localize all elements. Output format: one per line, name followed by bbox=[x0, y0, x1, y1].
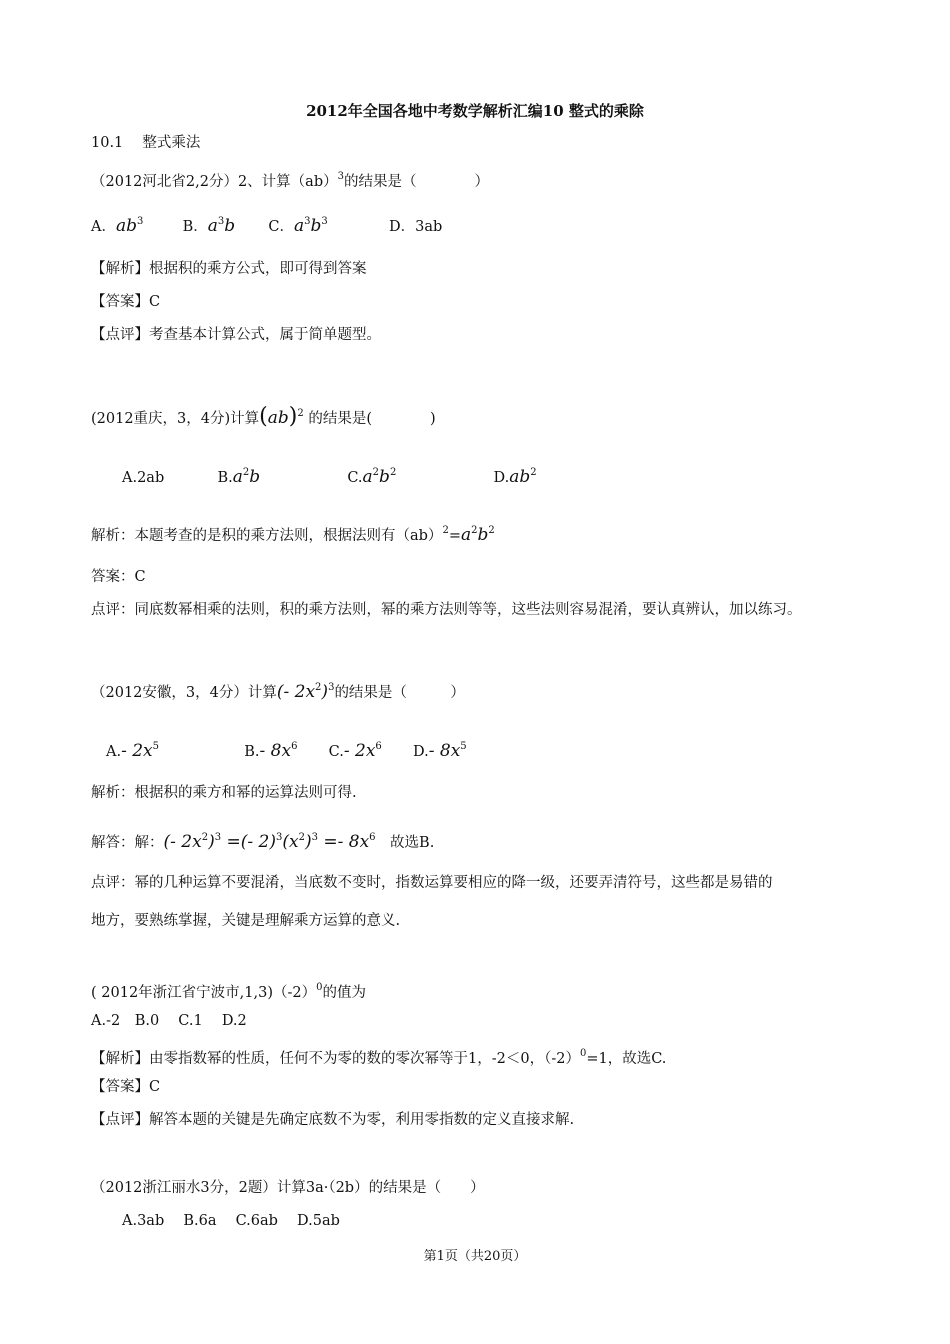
q3-option-b: B.- $8x^6$ bbox=[244, 741, 298, 761]
q3-stem: （2012安徽，3，4分）计算(- $2x^2)^3$的结果是（ ） bbox=[91, 682, 465, 702]
section-heading: 10.1 整式乘法 bbox=[91, 135, 201, 151]
page-footer: 第1页（共20页） bbox=[423, 1249, 527, 1264]
q3-analysis: 解析：根据积的乘方和幂的运算法则可得. bbox=[91, 785, 357, 801]
q3-comment-line1: 点评：幂的几种运算不要混淆，当底数不变时，指数运算要相应的降一级，还要弄清符号，这些都是易错的 bbox=[91, 875, 773, 891]
q1-stem: （2012河北省2,2分）2、计算（ab）$^3$的结果是（ ） bbox=[91, 171, 489, 190]
q3-option-a: A.- $2x^5$ bbox=[106, 741, 160, 761]
q2-option-d: $D.ab^2$ bbox=[493, 467, 537, 487]
q2-answer: 答案：C bbox=[91, 569, 146, 585]
q1-option-c: C．$a^3b^3$ bbox=[268, 216, 328, 236]
q2-comment: 点评：同底数幂相乘的法则，积的乘方法则，幂的乘方法则等等，这些法则容易混淆，要认真辨认，加以练习。 bbox=[91, 602, 802, 618]
q2-analysis: 解析：本题考查的是积的乘方法则，根据法则有$(ab)^2=a^2b^2$ bbox=[91, 525, 495, 545]
document-title: 2012年全国各地中考数学解析汇编10 整式的乘除 bbox=[306, 102, 644, 120]
q3-comment-line2: 地方，要熟练掌握，关键是理解乘方运算的意义. bbox=[91, 913, 401, 929]
q3-option-d: D.- $8x^5$ bbox=[413, 741, 467, 761]
q5-stem: （2012浙江丽水3分，2题）计算3a·（2b）的结果是（ ） bbox=[91, 1180, 485, 1196]
q4-comment: 【点评】解答本题的关键是先确定底数不为零，利用零指数的定义直接求解. bbox=[91, 1112, 575, 1128]
q3-option-c: C.- $2x^6$ bbox=[328, 741, 382, 761]
q2-option-a: A.2ab bbox=[122, 470, 165, 486]
q4-stem: ( 2012年浙江省宁波市$,1,3)(-2)^0$的值为 bbox=[91, 982, 366, 1001]
q2-option-c: $C.a^2b^2$ bbox=[347, 467, 397, 487]
q1-comment: 【点评】考查基本计算公式，属于简单题型。 bbox=[91, 327, 381, 343]
q5-options: A.3ab B.6a C.6ab D.5ab bbox=[122, 1213, 340, 1229]
q4-answer: 【答案】C bbox=[91, 1079, 161, 1095]
q1-option-d: D．3ab bbox=[389, 219, 443, 235]
q4-analysis: 【解析】由零指数幂的性质，任何不为零的数的零次幂等于1，-2＜0，$(-2)^0=1$，故选C. bbox=[91, 1048, 667, 1067]
q1-answer: 【答案】C bbox=[91, 294, 161, 310]
q1-option-b: B．$a^3b$ bbox=[182, 216, 236, 236]
q2-option-b: $B.a^2b$ bbox=[217, 467, 261, 487]
q1-analysis: 【解析】根据积的乘方公式，即可得到答案 bbox=[91, 261, 367, 277]
q1-option-a: A．$ab^3$ bbox=[91, 216, 144, 236]
q2-options bbox=[122, 463, 537, 488]
q2-stem: (2012重庆，3，4分)计算(ab)$^2$ 的结果是( ) bbox=[91, 404, 436, 429]
q4-options: A.-2 B.0 C.1 D.2 bbox=[91, 1013, 247, 1029]
q1-options bbox=[91, 212, 442, 237]
q3-solution: 解答：解：(- $2x^2)^3$ =(- $2)^3(x^2)^3 =- 8x^6$ 故选B. bbox=[91, 832, 435, 852]
q3-options bbox=[106, 737, 467, 762]
